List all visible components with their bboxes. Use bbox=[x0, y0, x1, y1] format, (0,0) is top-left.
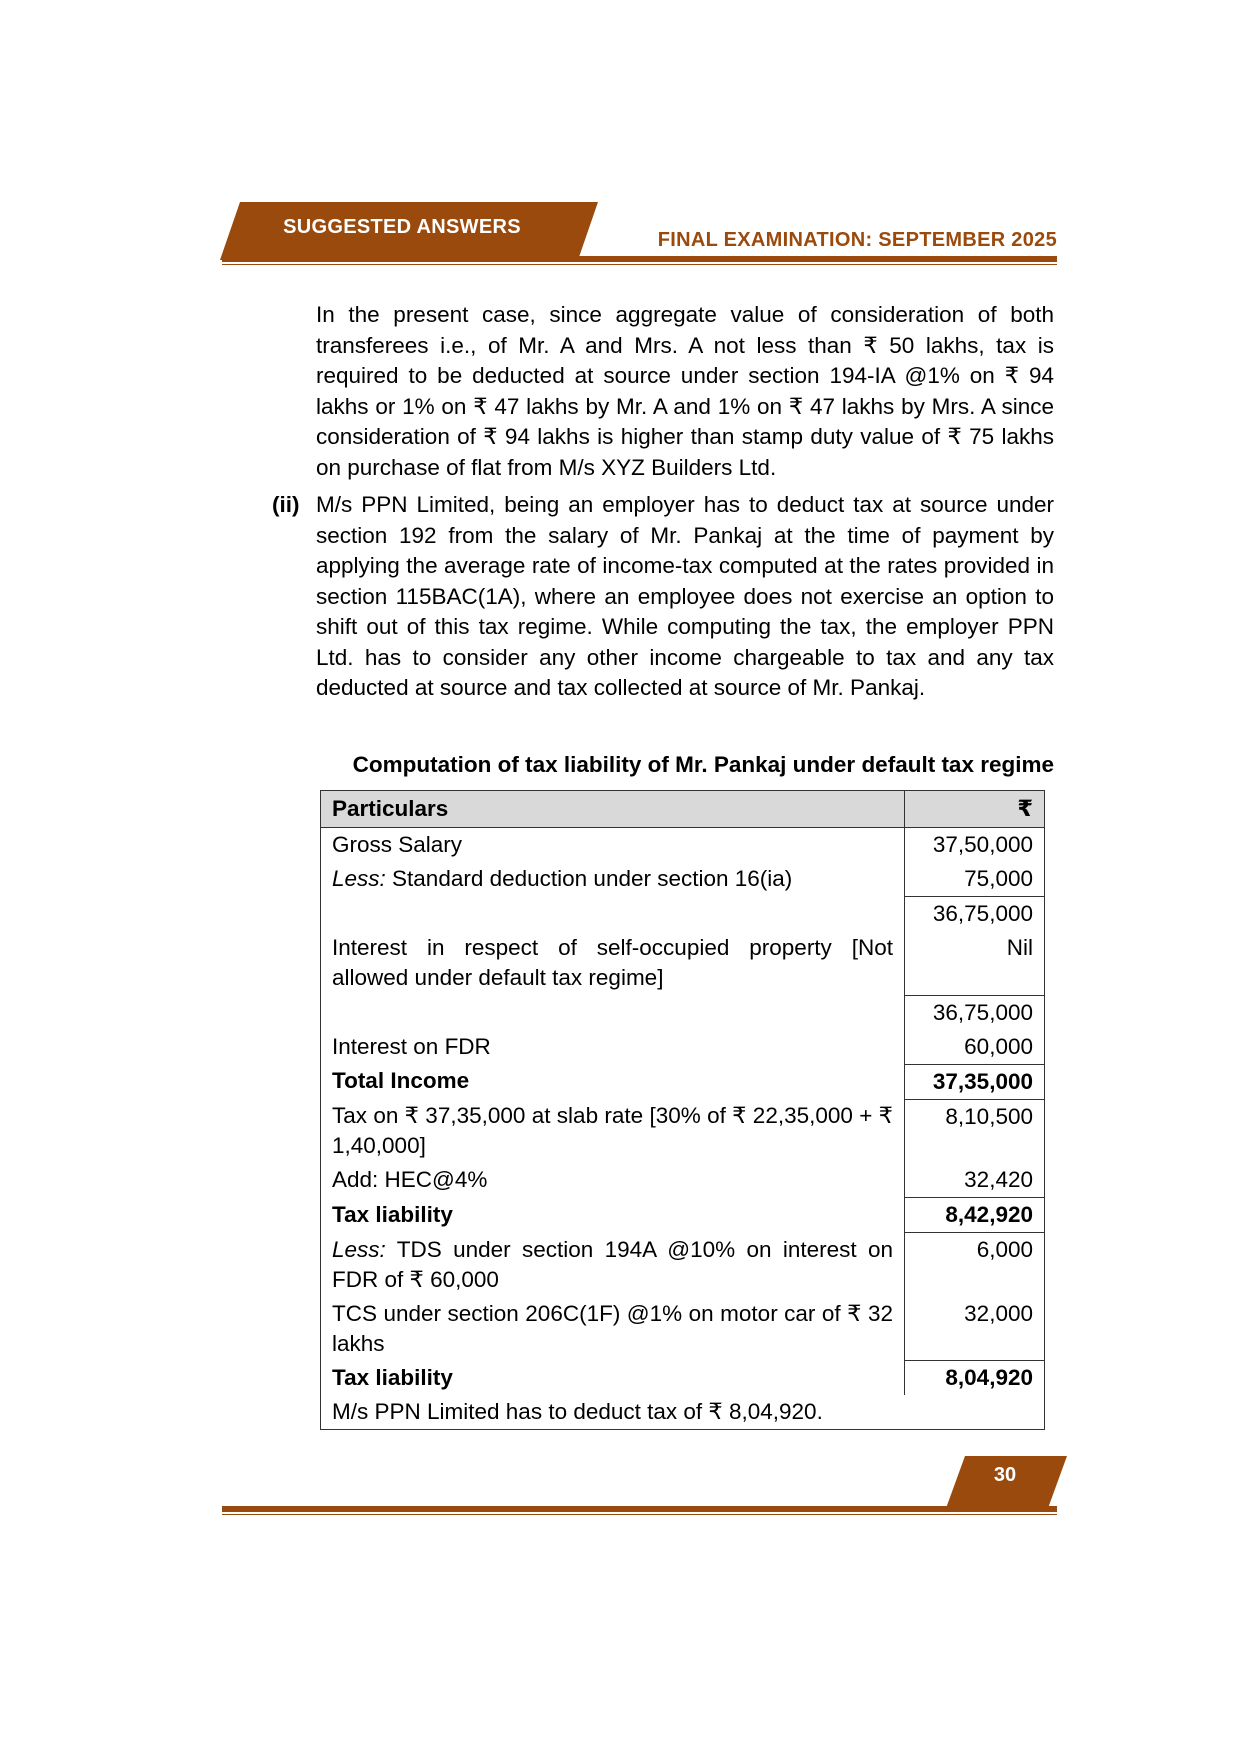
row-amount: 75,000 bbox=[905, 862, 1045, 897]
row-amount: 32,000 bbox=[905, 1297, 1045, 1361]
table-row bbox=[321, 897, 1045, 932]
page-number: 30 bbox=[993, 1464, 1017, 1486]
item-ii-label: (ii) bbox=[272, 492, 300, 517]
row-label: Total Income bbox=[332, 1068, 470, 1093]
row-label-empty bbox=[321, 995, 905, 1030]
row-label-empty bbox=[321, 897, 905, 932]
row-amount: 6,000 bbox=[905, 1233, 1045, 1297]
row-amount: 8,04,920 bbox=[905, 1361, 1045, 1396]
row-amount: 37,35,000 bbox=[905, 1064, 1045, 1099]
footer-divider-thin bbox=[222, 1514, 1057, 1515]
footer-divider bbox=[222, 1506, 1057, 1512]
item-ii-text: M/s PPN Limited, being an employer has to deduct tax at source under section 192 from the salary of Mr. Pankaj at the time of payment by applying the average rate of income-tax computed at the rates provided in section 115BAC(1A), where an employee does not exercise an option to shift out of this tax regime. While computing the tax, the employer PPN Ltd. has to consider any other income chargeable to tax and any tax deducted at source and tax collected at source of Mr. Pankaj. bbox=[316, 492, 1054, 700]
table-row bbox=[321, 1297, 1045, 1361]
table-row bbox=[321, 931, 1045, 995]
less-prefix: Less: bbox=[332, 866, 386, 891]
table-row bbox=[321, 1361, 1045, 1396]
table-header-row bbox=[321, 791, 1045, 828]
row-label: Tax liability bbox=[332, 1201, 453, 1227]
row-amount: 36,75,000 bbox=[905, 897, 1045, 932]
header-right-label: FINAL EXAMINATION: SEPTEMBER 2025 bbox=[657, 229, 1057, 251]
row-label: Tax on ₹ 37,35,000 at slab rate [30% of ₹ 22,35,000 + ₹ 1,40,000] bbox=[332, 1103, 893, 1158]
table-row bbox=[321, 1198, 1045, 1233]
header-amount: ₹ bbox=[905, 791, 1045, 828]
row-label bbox=[321, 1233, 905, 1297]
less-prefix: Less: bbox=[332, 1236, 386, 1262]
row-label: Interest on FDR bbox=[332, 1033, 491, 1059]
row-amount: 32,420 bbox=[905, 1163, 1045, 1198]
table-row bbox=[321, 995, 1045, 1030]
table-row bbox=[321, 1099, 1045, 1163]
conclusion-text: M/s PPN Limited has to deduct tax of ₹ 8,04,920. bbox=[332, 1399, 823, 1424]
row-label: Tax liability bbox=[332, 1364, 453, 1390]
table-row bbox=[321, 1064, 1045, 1099]
table-row bbox=[321, 1233, 1045, 1297]
header-left-label: SUGGESTED ANSWERS bbox=[283, 216, 521, 238]
row-label: Gross Salary bbox=[332, 832, 463, 857]
header-particulars: Particulars bbox=[321, 791, 905, 828]
table-row bbox=[321, 1163, 1045, 1198]
table-row bbox=[321, 828, 1045, 863]
row-amount: 36,75,000 bbox=[905, 995, 1045, 1030]
table-row-conclusion bbox=[321, 1395, 1045, 1430]
row-label-text: TDS under section 194A @10% on interest on FDR of ₹ 60,000 bbox=[332, 1236, 893, 1292]
paragraph-consideration: In the present case, since aggregate value of consideration of both transferees i.e., of Mr. A and Mrs. A not less than ₹ 50 lakhs, tax is required to be deducted at source under section 194-IA @1% on ₹ 94 lakhs or 1% on ₹ 47 lakhs by Mr. A and 1% on ₹ 47 lakhs by Mrs. A since consideration of ₹ 94 lakhs is higher than stamp duty value of ₹ 75 lakhs on purchase of flat from M/s XYZ Builders Ltd. bbox=[316, 302, 1054, 480]
header-divider bbox=[222, 256, 1057, 262]
row-label: Interest in respect of self-occupied property [Not allowed under default tax regime] bbox=[332, 935, 893, 990]
row-label: Add: HEC@4% bbox=[332, 1167, 488, 1192]
table-row bbox=[321, 862, 1045, 897]
table-title: Computation of tax liability of Mr. Pankaj under default tax regime bbox=[352, 752, 1054, 777]
table-row bbox=[321, 1030, 1045, 1065]
row-label bbox=[321, 862, 905, 897]
row-amount: 8,10,500 bbox=[905, 1099, 1045, 1163]
row-amount: 37,50,000 bbox=[905, 828, 1045, 863]
row-label-text: Standard deduction under section 16(ia) bbox=[385, 866, 793, 891]
row-label: TCS under section 206C(1F) @1% on motor car of ₹ 32 lakhs bbox=[332, 1300, 893, 1356]
row-amount: Nil bbox=[905, 931, 1045, 995]
row-amount: 60,000 bbox=[905, 1030, 1045, 1065]
row-amount: 8,42,920 bbox=[905, 1198, 1045, 1233]
header-divider-thin bbox=[222, 264, 1057, 265]
tax-computation-table bbox=[320, 790, 1045, 1430]
